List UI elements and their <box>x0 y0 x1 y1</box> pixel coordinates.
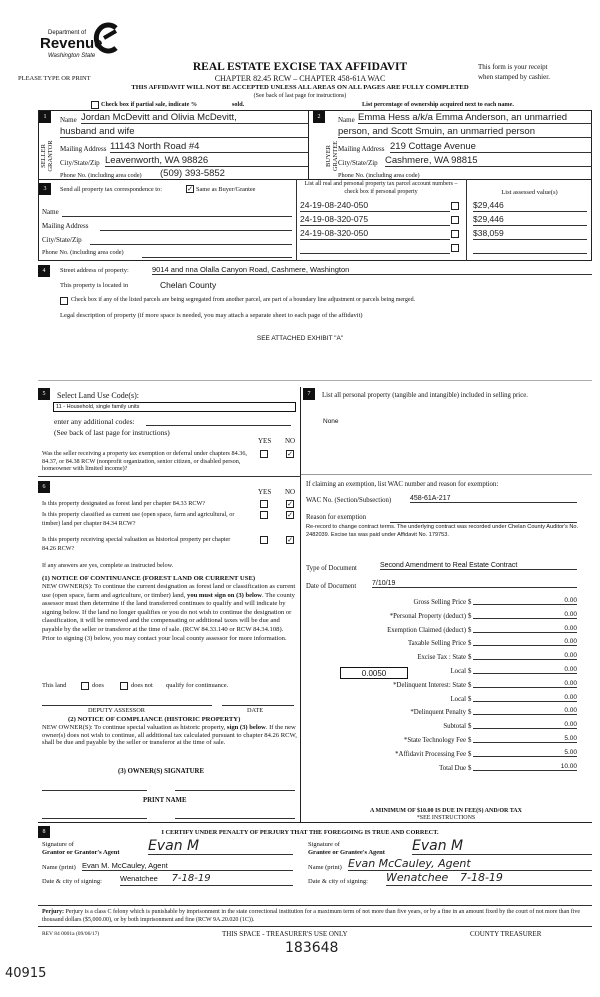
revenue-swirl-icon <box>92 22 122 54</box>
section-number: 6 <box>38 481 50 493</box>
section-number: 7 <box>303 388 315 400</box>
deputy-assessor-label: DEPUTY ASSESSOR <box>88 707 145 714</box>
grantor-name-label: Name (print) <box>42 864 76 871</box>
tax-row-label: Excise Tax : State <box>417 654 466 662</box>
date-line[interactable] <box>222 705 294 706</box>
owner-signature-line[interactable] <box>175 790 295 791</box>
tax-row-label: *Affidavit Processing Fee <box>395 750 466 758</box>
does-not-checkbox[interactable] <box>120 682 128 690</box>
receipt-note-2: when stamped by cashier. <box>478 73 550 81</box>
grantee-signature[interactable]: Evan M <box>412 838 592 855</box>
corr-city-label: City/State/Zip <box>42 236 82 244</box>
tax-row-value[interactable]: 0.00 <box>473 638 577 646</box>
county-field[interactable]: Chelan County <box>160 280 217 290</box>
tax-row-value[interactable]: 0.00 <box>473 721 577 729</box>
personal-property-checkbox[interactable] <box>451 230 459 238</box>
seller-name-field[interactable]: Jordan McDevitt and Olivia McDevitt, <box>81 112 308 124</box>
legal-description-value: SEE ATTACHED EXHIBIT "A" <box>256 335 344 342</box>
tax-row-value[interactable]: 0.00 <box>473 625 577 633</box>
seller-name-field-2[interactable]: husband and wife <box>60 126 308 138</box>
notice-compliance-title: (2) NOTICE OF COMPLIANCE (HISTORIC PROPERTY) <box>68 716 241 723</box>
tax-row-label: Exemption Claimed (deduct) <box>387 626 466 634</box>
currency-symbol: $ <box>468 709 472 717</box>
currency-symbol: $ <box>468 612 472 620</box>
currency-symbol: $ <box>468 626 472 634</box>
parcel-number-field[interactable]: 24-19-08-320-050 <box>300 228 450 240</box>
no-header: NO <box>285 488 296 496</box>
notice-bold: sign (3) below <box>226 724 266 731</box>
wac-field[interactable]: 458-61A-217 <box>410 495 577 503</box>
owner-signature-line[interactable] <box>42 790 147 791</box>
notice-text: NEW OWNER(S): To continue special valuation as historic property, <box>42 724 227 731</box>
notice-text: . The county assessor must then determine if the land transferred continues to qualify and will indicate by signing below. If the land no longer qualifies or you do not wish to continue the designation or classification, it will be removed and the compensating or additional taxes will be due and payable by the seller or transferor at the time of sale. (RCW 84.33.140 or RCW 84.34.108). Prior to signing (3) below, you may contact your local county assessor for more information. <box>42 591 295 642</box>
seller-phone-label: Phone No. (including area code) <box>60 172 142 179</box>
tax-row-label: Taxable Selling Price <box>407 640 466 648</box>
logo-name: Revenue <box>40 35 103 52</box>
additional-codes-label: enter any additional codes: <box>54 417 135 426</box>
divider <box>300 474 592 475</box>
this-land-label: This land <box>42 682 67 689</box>
doc-type-label: Type of Document <box>306 565 357 572</box>
notice-continuance-title: (1) NOTICE OF CONTINUANCE (FOREST LAND OR CURRENT USE) <box>42 575 256 582</box>
section-number: 4 <box>38 265 50 277</box>
please-type: PLEASE TYPE OR PRINT <box>18 75 91 82</box>
current-use-question: Is this property classified as current use (open space, farm and agricultural, or timber) land per chapter 84.34 RCW? <box>42 511 235 527</box>
treasurer-space-label: THIS SPACE - TREASURER'S USE ONLY <box>222 930 348 938</box>
section-number: 5 <box>38 388 50 400</box>
percentage-note: List percentage of ownership acquired next to each name. <box>362 101 514 108</box>
grantee-date-label: Date & city of signing: <box>308 878 368 885</box>
grantor-sig-label-2: Grantor or Grantor's Agent <box>42 849 120 856</box>
divider <box>38 926 592 927</box>
corr-address-label: Mailing Address <box>42 222 89 230</box>
tax-row-label: Gross Selling Price <box>413 599 466 606</box>
correspondence-label: Send all property tax correspondence to: <box>60 186 162 193</box>
historic-question: Is this property receiving special valuation as historical property per chapter 84.26 RCW? <box>42 536 231 552</box>
assessed-value-field[interactable] <box>473 242 587 254</box>
tax-row-label: Local <box>450 695 466 703</box>
assessed-value-field[interactable]: $29,446 <box>473 214 587 226</box>
personal-property-checkbox[interactable] <box>451 216 459 224</box>
does-not-label: does not <box>131 682 153 689</box>
exemption-question: Was the seller receiving a property tax exemption or deferral under chapters 84.36, 84.37, or 84.38 RCW (nonprofit organization, senior citizen, or disabled person, homeowner with limited income)? <box>42 450 247 472</box>
reason-field[interactable] <box>390 522 577 523</box>
does-checkbox[interactable] <box>81 682 89 690</box>
grantee-city: Wenatchee <box>386 871 449 884</box>
street-field[interactable]: 9014 and nna Olalla Canyon Road, Cashmere, Washington <box>152 265 592 275</box>
partial-sale-checkbox[interactable] <box>91 101 99 109</box>
deputy-assessor-line[interactable] <box>42 705 212 706</box>
same-as-buyer-checkbox[interactable]: ✓ <box>187 185 193 193</box>
legal-description-label: Legal description of property (if more space is needed, you may attach a separate sheet to each page of the affidavit) <box>60 312 363 319</box>
certify-statement: I CERTIFY UNDER PENALTY OF PERJURY THAT THE FOREGOING IS TRUE AND CORRECT. <box>161 829 439 836</box>
tax-row-label: Local <box>450 668 466 675</box>
date-label: DATE <box>247 707 264 714</box>
grantee-date: 7-18-19 <box>459 871 503 884</box>
perjury-text: Perjury is a class C felony which is punishable by imprisonment in the state correctional institution for a maximum term of not more than five years, or by a fine in an amount fixed by the court of not more than five thousand dollars ($5,000.00), or by both imprisonment and fine (RCW 9A.20.020 (1C)). <box>42 909 581 923</box>
exemption-no-checkbox[interactable]: ✓ <box>287 450 293 458</box>
see-back-note: (See back of last page for instructions) <box>253 93 347 99</box>
doc-type-field[interactable]: Second Amendment to Real Estate Contract <box>380 562 577 570</box>
seller-side-label: SELLER GRANTOR <box>40 140 54 172</box>
divider <box>38 380 592 381</box>
grantor-signature[interactable]: Evan M <box>148 838 293 855</box>
seller-city-field[interactable]: Leavenworth, WA 98826 <box>105 155 308 167</box>
grantee-name-field[interactable]: Evan McCauley, Agent <box>348 857 592 871</box>
grantor-sig-label: Signature of <box>42 841 74 848</box>
additional-codes-field[interactable] <box>146 425 291 426</box>
grantor-date-label: Date & city of signing: <box>42 878 102 885</box>
buyer-name-field[interactable]: Emma Hess a/k/a Emma Anderson, an unmarried <box>358 112 592 124</box>
yes-header: YES <box>258 488 272 496</box>
assessed-value-header: List assessed value(s) <box>501 189 558 196</box>
buyer-phone-label: Phone No. (including area code) <box>338 172 420 179</box>
currency-symbol: $ <box>468 764 472 772</box>
tax-row-value[interactable]: 5.00 <box>473 735 577 743</box>
grantee-name-label: Name (print) <box>308 864 342 871</box>
grantee-date-field[interactable] <box>386 871 592 886</box>
forest-land-question: Is this property designated as forest land per chapter 84.33 RCW? <box>42 500 206 507</box>
currency-symbol: $ <box>468 654 472 662</box>
tax-row-value[interactable]: 0.00 <box>473 707 577 715</box>
same-as-buyer-label: Same as Buyer/Grantee <box>196 186 256 193</box>
notice-text: NEW OWNER(S): To continue the current designation as forest land or classification as current use (open space, farm and agriculture, or timber) land, <box>42 583 296 599</box>
corr-name-label: Name <box>42 208 59 216</box>
section-number: 8 <box>38 826 50 838</box>
seller-city-label: City/State/Zip <box>60 159 100 167</box>
if-yes-note: If any answers are yes, complete as instructed below. <box>42 562 174 569</box>
section-number: 1 <box>39 111 51 123</box>
assessed-value-field[interactable]: $38,059 <box>473 228 587 240</box>
personal-property-checkbox[interactable] <box>451 202 459 210</box>
logo-dept: Department of <box>48 30 87 36</box>
tax-row-label: Total Due <box>439 764 466 772</box>
located-label: This property is located in <box>60 282 129 289</box>
grantor-name-field[interactable]: Evan M. McCauley, Agent <box>82 861 293 871</box>
currency-symbol: $ <box>468 737 472 744</box>
tax-row-value[interactable]: 0.00 <box>473 666 577 674</box>
print-name-label: PRINT NAME <box>143 797 187 804</box>
form-subtitle: CHAPTER 82.45 RCW – CHAPTER 458-61A WAC <box>214 74 386 83</box>
seller-phone-field[interactable]: (509) 393-5852 <box>160 168 308 180</box>
forest-no-checkbox[interactable]: ✓ <box>287 500 293 508</box>
current-use-yes-checkbox[interactable] <box>260 511 268 519</box>
local-rate-field[interactable]: 0.0050 <box>340 667 408 679</box>
personal-property-checkbox[interactable] <box>451 244 459 252</box>
currency-symbol: $ <box>468 695 472 703</box>
corr-phone-label: Phone No. (including area code) <box>42 249 124 256</box>
segregated-label: Check box if any of the listed parcels are being segregated from another parcel, are part of a boundary line adjustment or parcels being merged. <box>71 297 416 303</box>
currency-symbol: $ <box>468 599 472 606</box>
warning-text: THIS AFFIDAVIT WILL NOT BE ACCEPTED UNLESS ALL AREAS ON ALL PAGES ARE FULLY COMPLETED <box>131 84 469 91</box>
assessed-value-field[interactable]: $29,446 <box>473 200 587 212</box>
land-use-label: Select Land Use Code(s): <box>57 391 139 400</box>
seller-address-label: Mailing Address <box>60 145 107 153</box>
handwritten-stamp-number: 183648 <box>285 940 339 956</box>
forest-yes-checkbox[interactable] <box>260 500 268 508</box>
parcel-number-field[interactable]: 24-19-08-320-075 <box>300 214 450 226</box>
land-use-code-select[interactable]: 11 - Household, single family units <box>53 402 296 412</box>
section-number: 2 <box>313 111 325 123</box>
exemption-yes-checkbox[interactable] <box>260 450 268 458</box>
buyer-address-field[interactable]: 219 Cottage Avenue <box>390 141 592 153</box>
tax-row-label: Subtotal <box>443 723 466 731</box>
historic-no-checkbox[interactable]: ✓ <box>287 536 293 544</box>
tax-row-label: *Personal Property (deduct) <box>389 612 466 620</box>
currency-symbol: $ <box>468 681 472 689</box>
exemption-label: If claiming an exemption, list WAC number and reason for exemption: <box>306 481 499 488</box>
divider <box>38 905 592 906</box>
tax-row-label: *State Technology Fee <box>403 737 466 744</box>
parcel-number-field[interactable]: 24-19-08-240-050 <box>300 200 450 212</box>
parcel-number-field[interactable] <box>300 242 450 254</box>
corr-name-field[interactable] <box>62 216 292 217</box>
street-label: Street address of property: <box>60 267 129 274</box>
currency-symbol: $ <box>468 723 472 731</box>
no-header: NO <box>285 437 296 445</box>
reason-text: Re-record to change contract terms. The underlying contract was recorded under Chelan County Auditor's No. 2482039. Excise tax was paid under Affidavit No. 179753. <box>306 524 579 538</box>
seller-address-field[interactable]: 11143 North Road #4 <box>110 141 308 153</box>
wac-label: WAC No. (Section/Subsection) <box>306 497 392 504</box>
logo-state: Washington State <box>48 53 96 59</box>
tax-row-value[interactable]: 5.00 <box>473 749 577 757</box>
tax-row-value[interactable]: 0.00 <box>473 652 577 660</box>
buyer-name-field-2[interactable]: person, and Scott Smuin, an unmarried person <box>338 126 592 138</box>
personal-property-label: List all personal property (tangible and intangible) included in selling price. <box>322 392 528 399</box>
parcels-header: List all real and personal property tax parcel account numbers – check box if personal property <box>304 181 458 195</box>
see-back-label: (See back of last page for instructions) <box>54 428 170 437</box>
tax-row-value[interactable]: 10.00 <box>473 763 577 771</box>
reason-label: Reason for exemption <box>306 514 367 521</box>
grantor-date: 7-18-19 <box>171 873 211 884</box>
does-label: does <box>92 682 104 689</box>
corr-city-field[interactable] <box>90 244 292 245</box>
grantee-sig-label-2: Grantee or Grantee's Agent <box>308 849 385 856</box>
notice-compliance-text <box>42 724 299 747</box>
corr-address-field[interactable] <box>100 230 292 231</box>
notice-bold: you must sign on (3) below <box>187 591 262 599</box>
partial-sale-label: Check box if partial sale, indicate % <box>101 101 198 108</box>
divider <box>38 476 301 477</box>
print-name-line[interactable] <box>175 818 295 819</box>
handwritten-margin-number: 40915 <box>5 966 47 981</box>
historic-yes-checkbox[interactable] <box>260 536 268 544</box>
perjury-label: Perjury: <box>42 909 64 915</box>
current-use-no-checkbox[interactable]: ✓ <box>287 511 293 519</box>
buyer-city-label: City/State/Zip <box>338 159 378 167</box>
minimum-due-note: A MINIMUM OF $10.00 IS DUE IN FEE(S) AND/OR TAX <box>370 808 522 814</box>
currency-symbol: $ <box>468 640 472 648</box>
corr-phone-field[interactable] <box>142 257 292 258</box>
receipt-note: This form is your receipt <box>478 63 548 71</box>
currency-symbol: $ <box>468 750 472 758</box>
buyer-side-label: BUYER GRANTEE <box>325 140 339 172</box>
currency-symbol: $ <box>468 668 472 675</box>
doc-date-label: Date of Document <box>306 583 357 590</box>
tax-row-value[interactable]: 0.00 <box>473 680 577 688</box>
county-treasurer-label: COUNTY TREASURER <box>470 930 542 938</box>
perjury-notice <box>42 908 592 924</box>
notice-continuance-text <box>42 583 297 643</box>
tax-row-value[interactable]: 0.00 <box>473 694 577 702</box>
personal-property-value[interactable]: None <box>323 418 339 425</box>
grantor-city: Wenatchee <box>120 874 158 883</box>
tax-row-value[interactable]: 0.00 <box>473 597 577 605</box>
owner-signature-label: (3) OWNER(S) SIGNATURE <box>118 768 204 775</box>
section-number: 3 <box>39 183 51 195</box>
qualify-label: qualify for continuance. <box>166 682 229 689</box>
see-instructions-note: *SEE INSTRUCTIONS <box>416 815 476 821</box>
form-title: REAL ESTATE EXCISE TAX AFFIDAVIT <box>192 61 408 73</box>
seller-name-label: Name <box>60 116 77 124</box>
grantee-sig-label: Signature of <box>308 841 340 848</box>
yes-header: YES <box>258 437 272 445</box>
buyer-address-label: Mailing Address <box>338 145 385 153</box>
doc-date-field[interactable]: 7/10/19 <box>372 580 577 588</box>
buyer-city-field[interactable]: Cashmere, WA 98815 <box>385 155 592 167</box>
buyer-name-label: Name <box>338 116 355 124</box>
tax-row-value[interactable]: 0.00 <box>473 611 577 619</box>
segregated-checkbox[interactable] <box>60 297 68 305</box>
sold-label: sold. <box>232 101 245 108</box>
form-number: REV 84 0001a (09/06/17) <box>42 931 100 937</box>
tax-row-label: *Delinquent Penalty <box>410 709 466 717</box>
print-name-line[interactable] <box>42 818 147 819</box>
notice-text: . If the new owner(s) does not wish to continue, all additional tax calculated pursuant to chapter 84.26 RCW, shall be due and payable by the seller or transferor at the time of sale. <box>42 724 297 747</box>
tax-row-label: *Delinquent Interest: State <box>393 681 466 689</box>
divider <box>296 179 297 261</box>
grantor-date-field[interactable] <box>120 873 293 886</box>
